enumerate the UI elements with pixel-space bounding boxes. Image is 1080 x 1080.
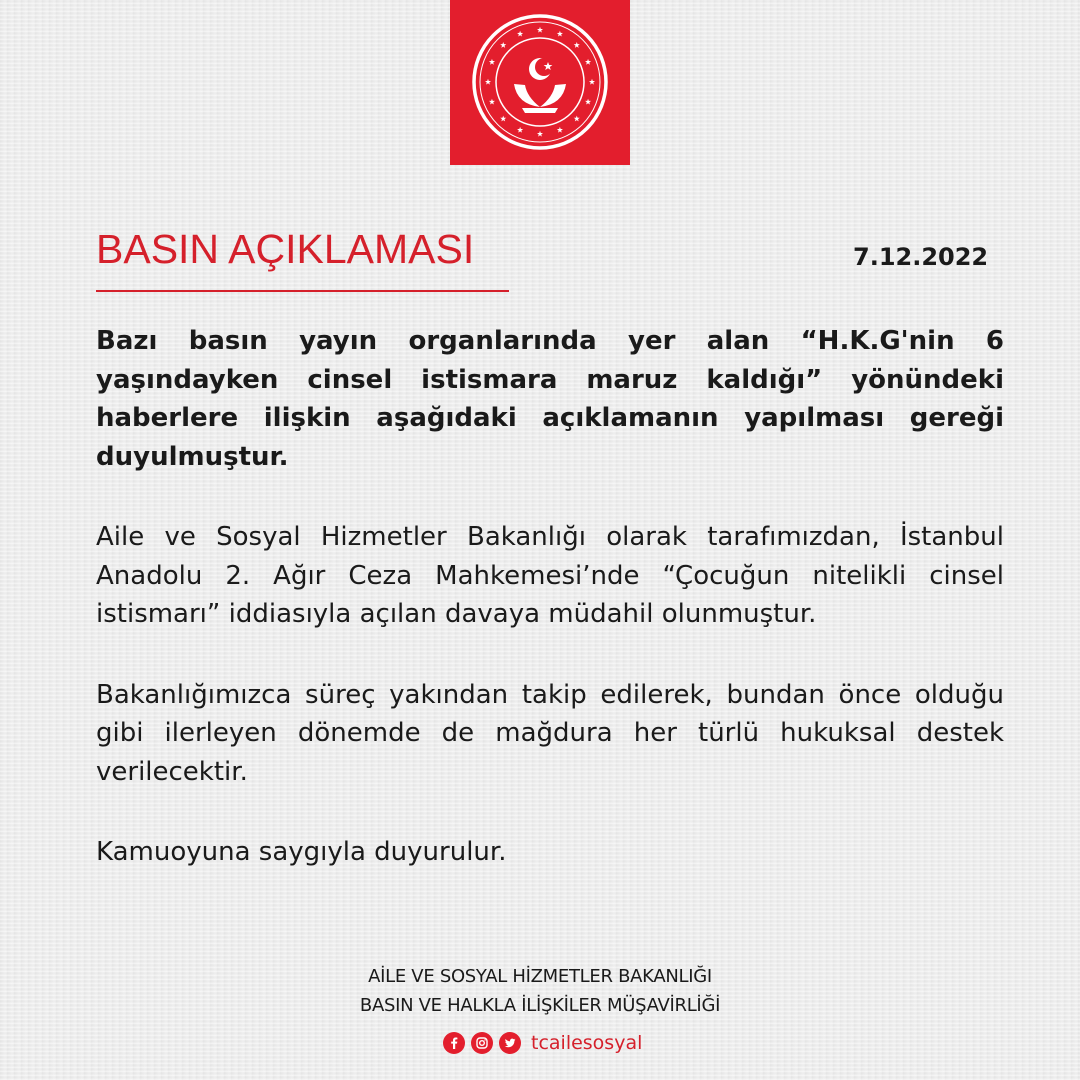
lead-paragraph: Bazı basın yayın organlarında yer alan “H.K.G'nin 6 yaşındayken cinsel istismara maruz kaldığı” yönündeki haberlere ilişkin aşağıdaki açıklamanın yapılması gereği duyulmuştur.	[96, 326, 1004, 472]
seal-star-icon	[585, 59, 591, 65]
instagram-icon[interactable]	[471, 1032, 493, 1054]
seal-star-icon	[500, 42, 506, 48]
seal-star-icon	[489, 99, 495, 105]
ministry-name: AİLE VE SOSYAL HİZMETLER BAKANLIĞI	[368, 966, 712, 987]
facebook-icon[interactable]	[443, 1032, 465, 1054]
ministry-seal-icon	[465, 7, 615, 157]
seal-star-icon	[537, 27, 543, 33]
seal-star-icon	[517, 31, 523, 37]
title-underline	[96, 290, 509, 292]
body-paragraph-1: Aile ve Sosyal Hizmetler Bakanlığı olarak tarafımızdan, İstanbul Anadolu 2. Ağır Ceza Mahkemesi’nde “Çocuğun nitelikli cinsel istismarı” iddiasıyla açılan davaya müdahil olunmuştur.	[96, 522, 1004, 629]
statement-body	[96, 322, 1004, 914]
closing-paragraph: Kamuoyuna saygıyla duyurulur.	[96, 837, 507, 867]
page-title: BASIN AÇIKLAMASI	[96, 226, 475, 272]
seal-star-icon	[557, 127, 563, 133]
seal-star-icon	[517, 127, 523, 133]
social-links	[443, 1031, 642, 1055]
social-handle[interactable]: tcailesosyal	[531, 1032, 643, 1054]
footer-signature	[0, 962, 1080, 1020]
seal-star-icon	[574, 42, 580, 48]
seal-star-icon	[489, 59, 495, 65]
seal-star-icon	[557, 31, 563, 37]
seal-star-icon	[537, 131, 543, 137]
seal-star-icon	[485, 79, 491, 85]
ministry-logo	[450, 0, 630, 165]
body-paragraph-2: Bakanlığımızca süreç yakından takip edilerek, bundan önce olduğu gibi ilerleyen dönemde de mağdura her türlü hukuksal destek verilecektir.	[96, 679, 1004, 787]
seal-star-icon	[500, 116, 506, 122]
seal-star-icon	[574, 116, 580, 122]
department-name: BASIN VE HALKLA İLİŞKİLER MÜŞAVİRLİĞİ	[359, 995, 721, 1016]
publish-date: 7.12.2022	[853, 243, 989, 271]
twitter-icon[interactable]	[499, 1032, 521, 1054]
seal-star-icon	[589, 79, 595, 85]
seal-star-icon	[585, 99, 591, 105]
